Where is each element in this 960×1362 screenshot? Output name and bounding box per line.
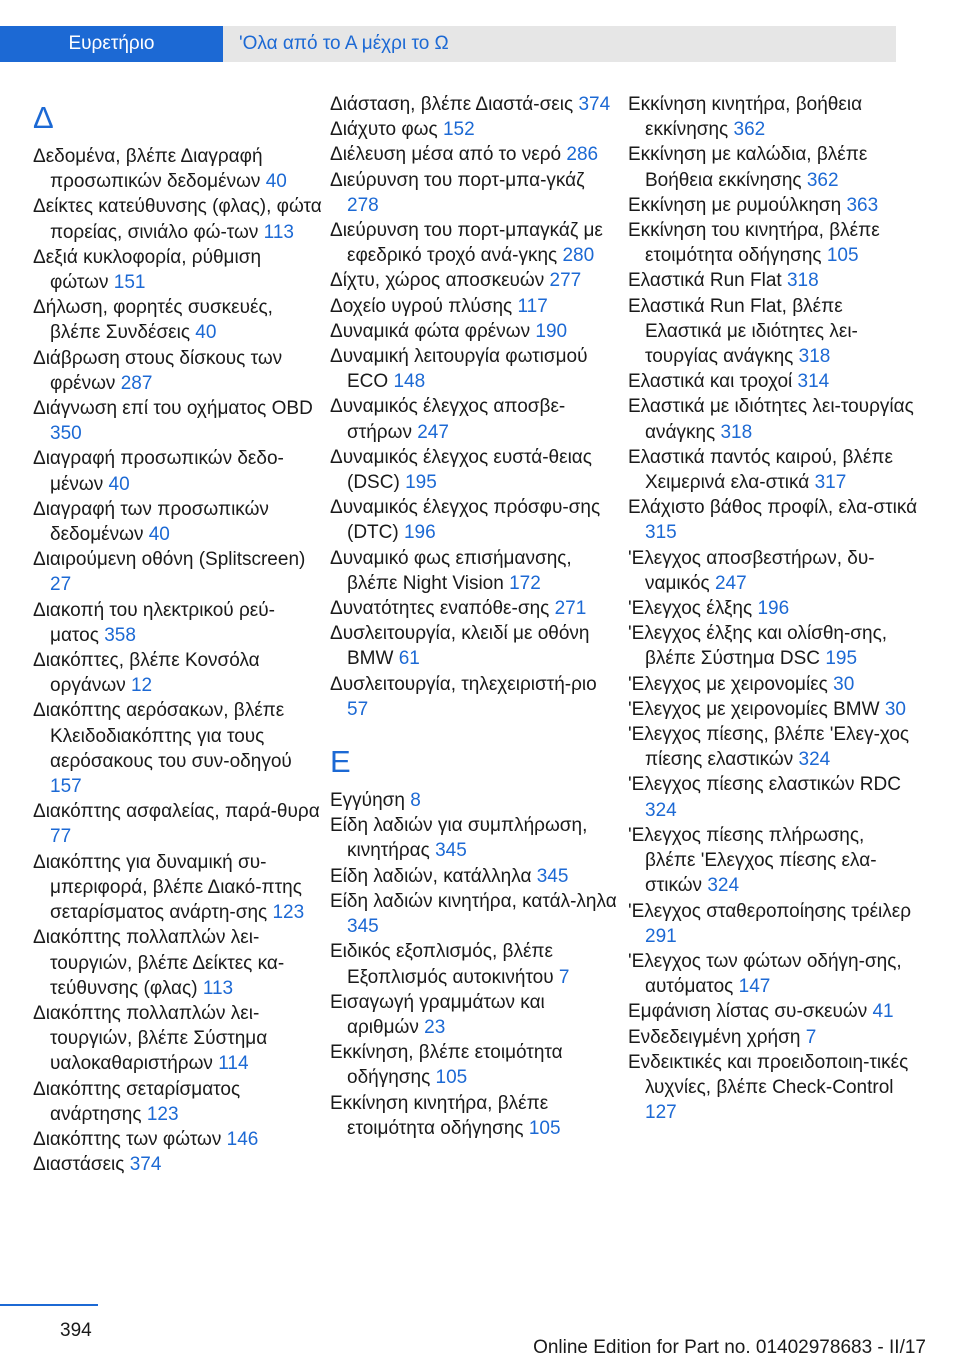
entry-page-link[interactable]: 287 (120, 372, 153, 394)
index-entry (628, 949, 918, 999)
index-entry (330, 990, 620, 1040)
entry-term: Διακόπτης σεταρίσματος ανάρτησης (33, 1078, 241, 1125)
entry-page-link[interactable]: 77 (50, 826, 72, 848)
entry-term: Δυναμικό φως επισήμανσης, βλέπε Night Vision (330, 547, 572, 594)
entry-page-link[interactable]: 350 (50, 423, 82, 445)
entry-page-link[interactable]: 113 (202, 977, 234, 999)
entry-term: 'Ελεγχος πίεσης, βλέπε 'Ελεγ‐χος πίεσης ελαστικών (628, 724, 910, 771)
entry-page-link[interactable]: 324 (645, 799, 677, 821)
entry-page-link[interactable]: 105 (435, 1067, 468, 1089)
index-entry (628, 546, 918, 596)
entry-page-link[interactable]: 40 (148, 524, 170, 546)
entry-page-link[interactable]: 195 (405, 472, 437, 494)
entry-term: 'Ελεγχος αποσβεστήρων, δυ‐ναμικός (628, 547, 875, 594)
entry-page-link[interactable]: 315 (645, 522, 677, 544)
entry-page-link[interactable]: 27 (50, 574, 72, 596)
index-entry (628, 899, 918, 949)
entry-term: Διάβρωση στους δίσκους των φρένων (33, 347, 283, 394)
entry-term: Δήλωση, φορητές συσκευές, βλέπε Συνδέσεις (33, 297, 273, 344)
entry-term: Ελαστικά με ιδιότητες λει‐τουργίας ανάγκης (628, 396, 914, 443)
page-number: 394 (60, 1320, 92, 1341)
entry-term: Ελαστικά και τροχοί (628, 371, 793, 393)
entry-page-link[interactable]: 23 (424, 1016, 446, 1038)
entry-term: 'Ελεγχος με χειρονομίες (628, 673, 828, 695)
entry-page-link[interactable]: 318 (786, 270, 819, 292)
entry-term: Δοχείο υγρού πλύσης (330, 295, 513, 317)
entry-page-link[interactable]: 318 (798, 346, 831, 368)
entry-page-link[interactable]: 117 (517, 295, 548, 317)
index-entry (628, 722, 918, 772)
index-entry (33, 497, 323, 547)
entry-term: Διακόπτης πολλαπλών λει‐τουργιών, βλέπε Σύστημα υαλοκαθαριστήρων (33, 1002, 268, 1075)
index-entry (628, 672, 918, 697)
entry-term: Εκκίνηση με ρυμούλκηση (628, 194, 842, 216)
index-entry (33, 1127, 323, 1152)
entry-term: Ελαστικά Run Flat (628, 270, 782, 292)
index-entry (330, 1091, 620, 1141)
entry-term: Ελαστικά Run Flat, βλέπε Ελαστικά με ιδιότητες λει‐τουργίας ανάγκης (628, 295, 858, 368)
index-entry (628, 268, 918, 293)
entry-term: 'Ελεγχος σταθεροποίησης τρέιλερ (628, 900, 912, 922)
index-entry (33, 194, 323, 244)
entry-page-link[interactable]: 314 (797, 371, 830, 393)
entry-term: Διακόπτες, βλέπε Κονσόλα οργάνων (33, 650, 260, 697)
entry-term: Ειδικός εξοπλισμός, βλέπε Εξοπλισμός αυτοκινήτου (330, 941, 554, 988)
entry-page-link[interactable]: 374 (129, 1154, 162, 1176)
index-entry (628, 193, 918, 218)
index-entry (33, 245, 323, 295)
index-entry (330, 788, 620, 813)
entry-page-link[interactable]: 105 (826, 245, 859, 267)
entry-term: Δυσλειτουργία, κλειδί με οθόνη BMW (330, 623, 590, 670)
entry-term: Εκκίνηση με καλώδια, βλέπε Βοήθεια εκκίνησης (628, 144, 868, 191)
entry-page-link[interactable]: 195 (825, 648, 858, 670)
index-entry (33, 446, 323, 496)
entry-term: Εγγύηση (330, 790, 405, 812)
index-entry (33, 1152, 323, 1177)
section-letter: Ε (330, 744, 351, 780)
entry-page-link[interactable]: 127 (645, 1102, 677, 1124)
entry-term: 'Ελεγχος με χειρονομίες BMW (628, 698, 880, 720)
entry-term: Ελάχιστο βάθος προφίλ, ελα‐στικά (628, 497, 918, 519)
index-entry (330, 92, 620, 117)
index-entry (330, 889, 620, 939)
index-entry (33, 698, 323, 799)
index-entry (628, 369, 918, 394)
index-entry (330, 142, 620, 167)
entry-page-link[interactable]: 196 (403, 522, 436, 544)
index-entry (330, 864, 620, 889)
entry-page-link[interactable]: 123 (272, 902, 305, 924)
entry-page-link[interactable]: 8 (410, 790, 421, 812)
index-entry (33, 547, 323, 597)
entry-term: Δυναμική λειτουργία φωτισμού ECO (330, 346, 588, 393)
index-entry (330, 621, 620, 671)
edition-note: Online Edition for Part no. 01402978683 - II/17 (533, 1337, 926, 1358)
entry-page-link[interactable]: 105 (528, 1117, 561, 1139)
entry-page-link[interactable]: 271 (554, 598, 587, 620)
index-entry (330, 344, 620, 394)
entry-term: Διάσταση, βλέπε Διαστά‐σεις (330, 94, 574, 115)
index-entry (330, 268, 620, 293)
entry-page-link[interactable]: 280 (562, 245, 595, 267)
tab-a-to-z[interactable]: 'Ολα από το Α μέχρι το Ω (223, 26, 896, 62)
entry-term: Είδη λαδιών κινητήρα, κατάλ‐ληλα (330, 890, 617, 912)
entry-term: Ενδεικτικές και προειδοποιη‐τικές λυχνίες, βλέπε Check-Control (628, 1051, 909, 1098)
index-entry (33, 1001, 323, 1077)
entry-page-link[interactable]: 40 (108, 473, 130, 495)
entry-term: Διακόπτης αερόσακων, βλέπε Κλειδοδιακόπτης για τους αερόσακους του συν‐οδηγού (33, 700, 292, 772)
index-entry (628, 394, 918, 444)
index-entry (628, 697, 918, 722)
entry-page-link[interactable]: 345 (347, 916, 379, 938)
index-entry (33, 396, 323, 446)
index-entry (628, 92, 918, 142)
entry-page-link[interactable]: 358 (104, 624, 136, 646)
index-entry (330, 939, 620, 989)
entry-page-link[interactable]: 40 (195, 322, 217, 344)
entry-page-link[interactable]: 278 (347, 194, 379, 216)
entry-page-link[interactable]: 317 (814, 472, 847, 494)
entry-page-link[interactable]: 7 (805, 1026, 817, 1048)
entry-page-link[interactable]: 196 (757, 598, 790, 620)
entry-page-link[interactable]: 363 (846, 194, 879, 216)
index-entry (330, 672, 620, 722)
index-entry (628, 1050, 918, 1126)
entry-term: Διακόπτης για δυναμική συ‐μπεριφορά, βλέπε Διακό‐πτης σεταρίσματος ανάρτη‐σης (33, 851, 302, 924)
entry-term: Δίχτυ, χώρος αποσκευών (330, 270, 545, 292)
entry-page-link[interactable]: 148 (393, 371, 426, 393)
entry-page-link[interactable]: 57 (347, 698, 369, 720)
entry-term: Δυναμικός έλεγχος αποσβε‐στήρων (330, 396, 566, 443)
entry-term: 'Ελεγχος πίεσης πλήρωσης, βλέπε 'Ελεγχος πίεσης ελα‐στικών (628, 824, 877, 897)
entry-page-link[interactable]: 291 (645, 925, 677, 947)
index-entry (33, 925, 323, 1001)
entry-term: Είδη λαδιών, κατάλληλα (330, 865, 532, 887)
entry-term: Εκκίνηση του κινητήρα, βλέπε ετοιμότητα οδήγησης (628, 220, 880, 267)
index-entry (33, 850, 323, 926)
entry-term: Ελαστικά παντός καιρού, βλέπε Χειμερινά ελα‐στικά (628, 446, 893, 494)
index-entry (330, 319, 620, 344)
index-entry (33, 1077, 323, 1127)
entry-term: Εκκίνηση κινητήρα, βοήθεια εκκίνησης (628, 94, 863, 141)
index-entry (33, 346, 323, 396)
entry-term: Δυναμικός έλεγχος ευστά‐θειας (DSC) (330, 446, 592, 494)
entry-page-link[interactable]: 12 (130, 675, 153, 697)
entry-term: Διακόπτης ασφαλείας, παρά‐θυρα (33, 801, 320, 823)
entry-page-link[interactable]: 362 (733, 119, 766, 141)
entry-page-link[interactable]: 41 (872, 1001, 894, 1023)
index-entry (628, 495, 918, 545)
entry-term: 'Ελεγχος έλξης (628, 598, 753, 620)
entry-term: 'Ελεγχος πίεσης ελαστικών RDC (628, 774, 901, 796)
entry-page-link[interactable]: 30 (884, 698, 906, 720)
entry-term: 'Ελεγχος έλξης και ολίσθη‐σης, βλέπε Σύστημα DSC (628, 623, 888, 670)
index-column-1 (33, 92, 323, 1177)
entry-page-link[interactable]: 146 (226, 1128, 259, 1150)
entry-term: 'Ελεγχος των φώτων οδήγη‐σης, αυτόματος (628, 950, 902, 998)
entry-page-link[interactable]: 190 (535, 320, 568, 342)
entry-page-link[interactable]: 286 (566, 144, 599, 166)
entry-page-link[interactable]: 40 (265, 171, 287, 193)
entry-term: Διεύρυνση του πορτ-μπα‐γκάζ (330, 169, 585, 191)
index-entry (330, 117, 620, 142)
entry-term: Δυνατότητες εναπόθε‐σης (330, 598, 550, 620)
entry-term: Είδη λαδιών για συμπλήρωση, κινητήρας (330, 815, 588, 862)
entry-term: Διακόπτης πολλαπλών λει‐τουργιών, βλέπε Δείκτες κα‐τεύθυνσης (φλας) (33, 927, 285, 999)
footer-rule (0, 1304, 98, 1306)
entry-term: Διέλευση μέσα από το νερό (330, 144, 562, 166)
entry-term: Διαγραφή των προσωπικών δεδομένων (33, 498, 269, 546)
entry-term: Διακόπτης των φώτων (33, 1128, 222, 1150)
index-entry (33, 648, 323, 698)
index-entry (628, 596, 918, 621)
tab-index[interactable]: Ευρετήριο (0, 26, 223, 62)
entry-page-link[interactable]: 152 (442, 119, 475, 141)
entry-page-link[interactable]: 374 (578, 94, 611, 115)
entry-page-link[interactable]: 123 (146, 1103, 179, 1125)
entry-page-link[interactable]: 30 (833, 673, 855, 695)
index-entry (330, 596, 620, 621)
entry-term: Διαγραφή προσωπικών δεδο‐μένων (33, 448, 284, 495)
entry-page-link[interactable]: 61 (398, 648, 420, 670)
entry-term: Διαιρούμενη οθόνη (Splitscreen) (33, 549, 306, 571)
index-entry (330, 445, 620, 495)
index-entry (628, 621, 918, 671)
entry-term: Εισαγωγή γραμμάτων και αριθμών (330, 991, 545, 1038)
index-entry (330, 218, 620, 268)
entry-term: Δυσλειτουργία, τηλεχειριστή‐ριο (330, 673, 597, 695)
entry-term: Δυναμικός έλεγχος πρόσφυ‐σης (DTC) (330, 497, 601, 544)
entry-term: Εμφάνιση λίστας συ‐σκευών (628, 1001, 868, 1023)
header (0, 0, 960, 62)
entry-page-link[interactable]: 324 (707, 875, 740, 897)
index-entry (33, 295, 323, 345)
entry-page-link[interactable]: 147 (738, 976, 771, 998)
index-entry (628, 218, 918, 268)
index-entry (628, 772, 918, 822)
entry-term: Διάχυτο φως (330, 119, 438, 141)
entry-page-link[interactable]: 247 (714, 572, 747, 594)
entry-page-link[interactable]: 113 (263, 221, 294, 243)
entry-term: Εκκίνηση κινητήρα, βλέπε ετοιμότητα οδήγησης (330, 1092, 549, 1139)
index-entry (628, 823, 918, 899)
entry-page-link[interactable]: 277 (549, 270, 582, 292)
entry-term: Ενδεδειγμένη χρήση (628, 1026, 801, 1048)
index-entry (330, 1040, 620, 1090)
entry-page-link[interactable]: 318 (720, 421, 753, 443)
section-letter: Δ (33, 100, 54, 135)
entry-page-link[interactable]: 114 (218, 1053, 249, 1075)
entry-term: Διαστάσεις (33, 1154, 125, 1176)
index-entry (628, 445, 918, 495)
entry-term: Δυναμικά φώτα φρένων (330, 320, 531, 342)
index-entry (33, 598, 323, 648)
entry-term: Δείκτες κατεύθυνσης (φλας), φώτα πορείας, σινιάλο φώ‐των (33, 196, 322, 243)
entry-page-link[interactable]: 247 (417, 421, 449, 443)
index-entry (628, 294, 918, 370)
entry-page-link[interactable]: 324 (798, 749, 831, 771)
index-column-2 (330, 92, 620, 1141)
entry-page-link[interactable]: 345 (536, 865, 569, 887)
entry-page-link[interactable]: 157 (50, 776, 82, 798)
entry-term: Διακοπή του ηλεκτρικού ρεύ‐ματος (33, 599, 275, 646)
entry-page-link[interactable]: 151 (113, 272, 146, 294)
index-entry (330, 813, 620, 863)
entry-page-link[interactable]: 362 (806, 169, 839, 191)
entry-page-link[interactable]: 7 (558, 966, 570, 988)
entry-page-link[interactable]: 345 (435, 840, 467, 862)
index-column-3 (628, 92, 918, 1125)
index-entry (330, 546, 620, 596)
index-entry (628, 999, 918, 1024)
entry-term: Εκκίνηση, βλέπε ετοιμότητα οδήγησης (330, 1042, 563, 1089)
index-entry (330, 294, 620, 319)
entry-page-link[interactable]: 172 (509, 572, 541, 594)
entry-term: Δεξιά κυκλοφορία, ρύθμιση φώτων (33, 246, 262, 294)
index-entry (330, 495, 620, 545)
index-entry (330, 168, 620, 218)
index-entry (33, 799, 323, 849)
index-entry (628, 142, 918, 192)
entry-term: Διεύρυνση του πορτ-μπαγκάζ με εφεδρικό τροχό ανά‐γκης (330, 220, 603, 267)
index-entry (330, 394, 620, 444)
entry-term: Διάγνωση επί του οχήματος OBD (33, 398, 313, 420)
entry-term: Δεδομένα, βλέπε Διαγραφή προσωπικών δεδομένων (33, 146, 263, 193)
index-entry (628, 1025, 918, 1050)
index-entry (33, 144, 323, 194)
